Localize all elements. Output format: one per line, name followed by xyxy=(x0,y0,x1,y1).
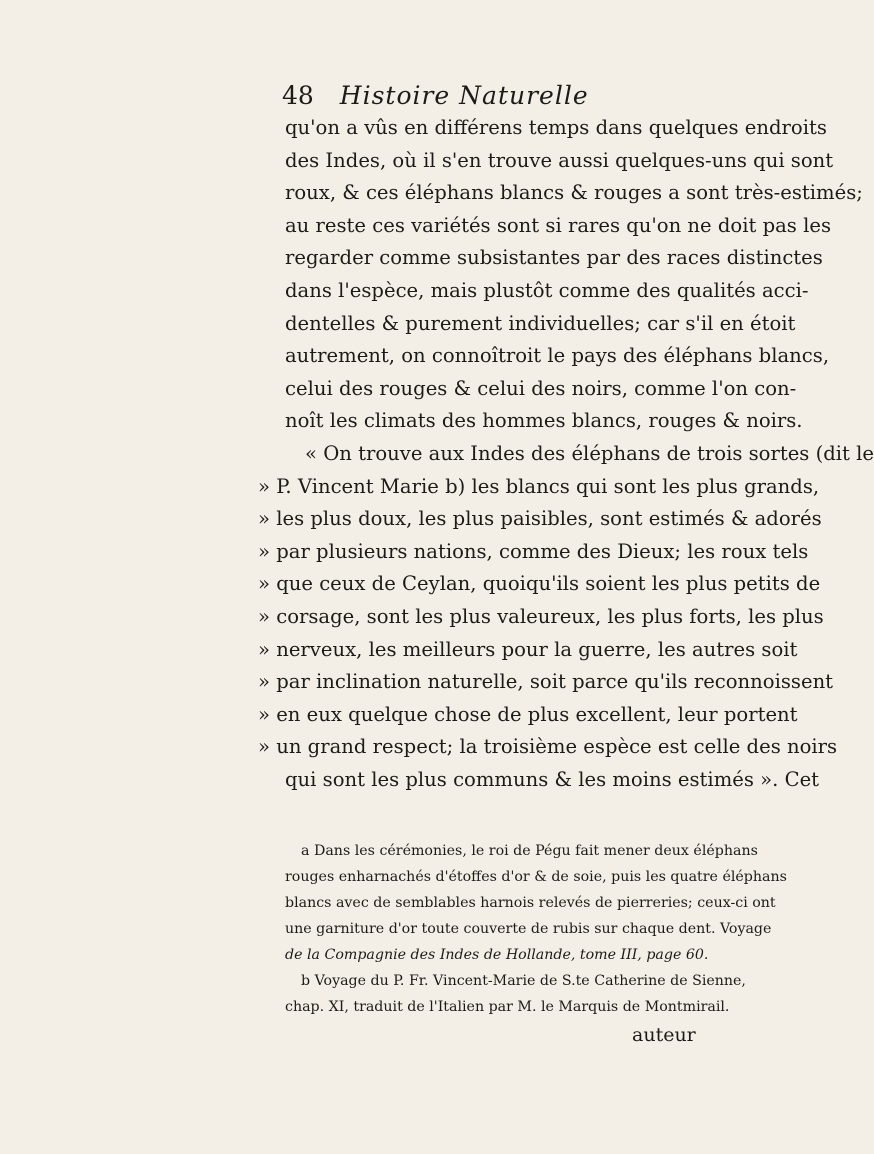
page-number: 48 xyxy=(282,81,314,110)
text-line: « On trouve aux Indes des éléphans de trois sortes (dit le xyxy=(305,441,874,465)
text-line: » un grand respect; la troisième espèce est celle des noirs xyxy=(258,735,838,759)
text-line: dentelles & purement individuelles; car s'il en étoit xyxy=(285,311,796,335)
footnotes xyxy=(285,838,787,1020)
text-line: regarder comme subsistantes par des races distinctes xyxy=(285,246,823,270)
text-line: celui des rouges & celui des noirs, comme l'on con- xyxy=(285,376,797,400)
text-line: roux, & ces éléphans blancs & rouges a sont très-estimés; xyxy=(285,181,863,205)
text-line: des Indes, où il s'en trouve aussi quelques-uns qui sont xyxy=(285,148,834,172)
text-line: » les plus doux, les plus paisibles, sont estimés & adorés xyxy=(258,507,822,531)
footnote-line: de la Compagnie des Indes de Hollande, tome III, page 60. xyxy=(285,947,709,963)
text-line: » que ceux de Ceylan, quoiqu'ils soient les plus petits de xyxy=(258,572,821,596)
text-line: au reste ces variétés sont si rares qu'on ne doit pas les xyxy=(285,213,832,237)
catchword: auteur xyxy=(632,1024,696,1046)
text-line: dans l'espèce, mais plustôt comme des qualités acci- xyxy=(285,278,809,302)
text-line: noît les climats des hommes blancs, rouges & noirs. xyxy=(285,409,803,433)
footnote-line: chap. XI, traduit de l'Italien par M. le Marquis de Montmirail. xyxy=(285,999,730,1015)
footnote-line: rouges enharnachés d'étoffes d'or & de soie, puis les quatre éléphans xyxy=(285,869,787,885)
text-line: » corsage, sont les plus valeureux, les plus forts, les plus xyxy=(258,604,824,628)
running-title: Histoire Naturelle xyxy=(339,81,589,110)
text-line: » P. Vincent Marie b) les blancs qui sont les plus grands, xyxy=(258,474,820,498)
text-line: qui sont les plus communs & les moins estimés ». Cet xyxy=(285,767,820,791)
text-line: » par inclination naturelle, soit parce qu'ils reconnoissent xyxy=(258,670,834,694)
text-line: qu'on a vûs en différens temps dans quelques endroits xyxy=(285,116,827,139)
footnote-line: b Voyage du P. Fr. Vincent-Marie de S.te Catherine de Sienne, xyxy=(301,973,746,989)
text-line: » par plusieurs nations, comme des Dieux; les roux tels xyxy=(258,539,809,563)
text-line: » en eux quelque chose de plus excellent, leur portent xyxy=(258,702,798,726)
footnote-line: une garniture d'or toute couverte de rubis sur chaque dent. Voyage xyxy=(285,921,772,937)
footnote-line: a Dans les cérémonies, le roi de Pégu fait mener deux éléphans xyxy=(301,843,758,859)
text-line: » nerveux, les meilleurs pour la guerre, les autres soit xyxy=(258,637,798,661)
main-text xyxy=(258,112,874,796)
running-header xyxy=(282,76,682,116)
text-line: autrement, on connoîtroit le pays des éléphans blancs, xyxy=(285,344,830,368)
footnote-line: blancs avec de semblables harnois relevés de pierreries; ceux-ci ont xyxy=(285,895,776,911)
